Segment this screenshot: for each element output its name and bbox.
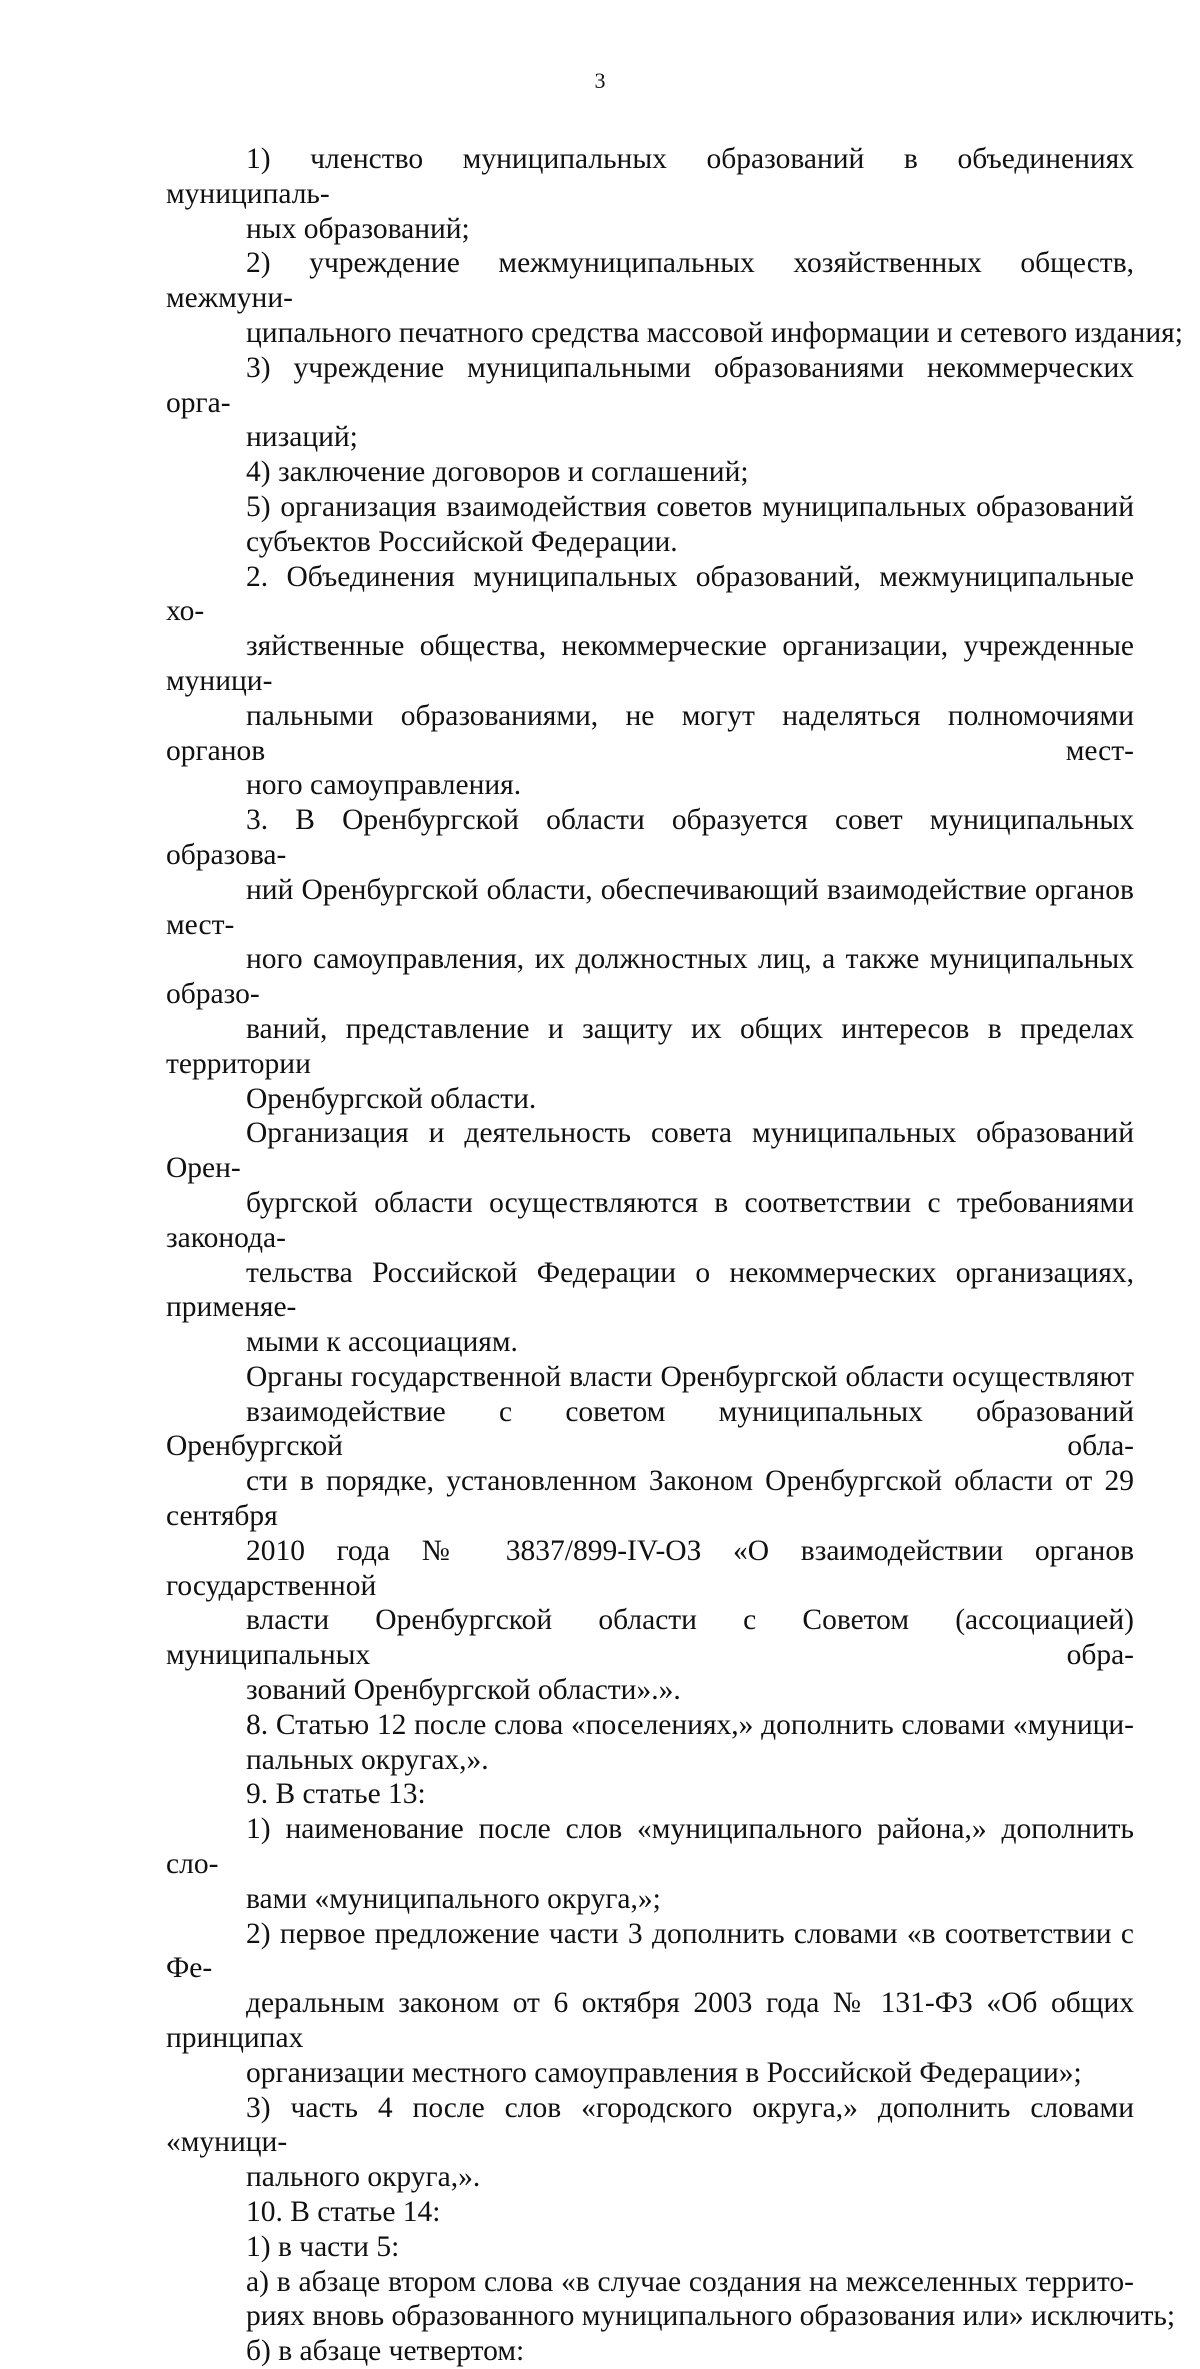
paragraph [166, 2334, 1134, 2369]
paragraph [166, 455, 1134, 490]
text-line: ного самоуправления, их должностных лиц, а также муниципальных образо- [166, 943, 1134, 1011]
text-line: 8. Статью 12 после слова «поселениях,» дополнить словами «муници- [246, 1708, 1134, 1741]
text-line: бургской области осуществляются в соответствии с требованиями законода- [166, 1186, 1134, 1254]
text-line: зований Оренбургской области».». [246, 1674, 681, 1707]
text-line: Организация и деятельность совета муниципальных образований Орен- [166, 1117, 1134, 1185]
text-line: субъектов Российской Федерации. [246, 525, 678, 558]
text-line: 1) наименование после слов «муниципального района,» дополнить сло- [166, 1813, 1134, 1881]
paragraph [166, 2195, 1134, 2230]
text-line: 2010 года № 3837/899-IV-ОЗ «О взаимодействии органов государственной [166, 1534, 1134, 1602]
text-line: тельства Российской Федерации о некоммерческих организациях, применяе- [166, 1256, 1134, 1324]
text-line: 2) первое предложение части 3 дополнить словами «в соответствии с Фе- [166, 1917, 1134, 1985]
text-line: вами «муниципального округа,»; [246, 1882, 661, 1915]
text-line: а) в абзаце втором слова «в случае создания на межселенных террито- [246, 2265, 1134, 2298]
paragraph [166, 1116, 1134, 1360]
text-line: ний Оренбургской области, обеспечивающий взаимодействие органов мест- [166, 873, 1134, 941]
paragraph [166, 560, 1134, 804]
text-line: 4) заключение договоров и соглашений; [246, 456, 749, 489]
text-line: пального округа,». [246, 2161, 481, 2194]
text-line: 9. В статье 13: [246, 1778, 426, 1811]
paragraph [166, 246, 1183, 350]
text-line: деральным законом от 6 октября 2003 года № 131-ФЗ «Об общих принципах [166, 1987, 1134, 2055]
text-line: 5) организация взаимодействия советов муниципальных образований [246, 490, 1134, 523]
text-line: 1) в части 5: [246, 2230, 400, 2263]
paragraph [166, 2230, 1134, 2265]
text-line: пальных округах,». [246, 1743, 489, 1776]
text-line: Органы государственной власти Оренбургской области осуществляют [246, 1360, 1134, 1393]
paragraph [166, 1360, 1134, 1708]
paragraph [166, 1708, 1134, 1778]
paragraph [166, 803, 1134, 1116]
paragraph [166, 2091, 1134, 2195]
text-line: 2. Объединения муниципальных образований, межмуниципальные хо- [166, 560, 1134, 628]
text-line: 3) учреждение муниципальными образованиями некоммерческих орга- [166, 351, 1134, 419]
text-line: риях вновь образованного муниципального образования или» исключить; [246, 2300, 1176, 2333]
text-line: Оренбургской области. [246, 1082, 537, 1115]
text-line: 10. В статье 14: [246, 2196, 441, 2229]
paragraph [166, 1812, 1134, 1916]
text-line: ваний, представление и защиту их общих интересов в пределах территории [166, 1012, 1134, 1080]
text-line: ципального печатного средства массовой информации и сетевого издания; [246, 316, 1183, 349]
text-line: сти в порядке, установленном Законом Оренбургской области от 29 сентября [166, 1465, 1134, 1533]
text-line: зяйственные общества, некоммерческие организации, учрежденные муници- [166, 630, 1134, 697]
text-line: 1) членство муниципальных образований в объединениях муниципаль- [166, 143, 1134, 210]
text-line: 2) учреждение межмуниципальных хозяйственных обществ, межмуни- [166, 247, 1134, 315]
text-line: власти Оренбургской области с Советом (ассоциацией) муниципальных обра- [166, 1604, 1134, 1672]
text-line: мыми к ассоциациям. [246, 1326, 518, 1359]
paragraph [166, 1777, 1134, 1812]
text-line: ного самоуправления. [246, 769, 522, 802]
text-line: организации местного самоуправления в Российской Федерации»; [246, 2056, 1082, 2089]
text-line: 3. В Оренбургской области образуется совет муниципальных образова- [166, 804, 1134, 871]
text-line: 3) часть 4 после слов «городского округа,» дополнить словами «муници- [166, 2091, 1134, 2159]
document-body [166, 142, 1183, 2369]
text-line: б) в абзаце четвертом: [246, 2335, 525, 2368]
text-line: пальными образованиями, не могут наделяться полномочиями органов мест- [166, 699, 1134, 767]
text-line: низаций; [246, 421, 358, 454]
paragraph [166, 1917, 1134, 2091]
text-line: взаимодействие с советом муниципальных образований Оренбургской обла- [166, 1395, 1134, 1463]
paragraph [166, 351, 1134, 455]
text-line: ных образований; [246, 212, 470, 245]
paragraph [166, 490, 1134, 560]
page-number: 3 [594, 68, 606, 93]
paragraph [166, 142, 1134, 246]
paragraph [166, 2265, 1176, 2335]
